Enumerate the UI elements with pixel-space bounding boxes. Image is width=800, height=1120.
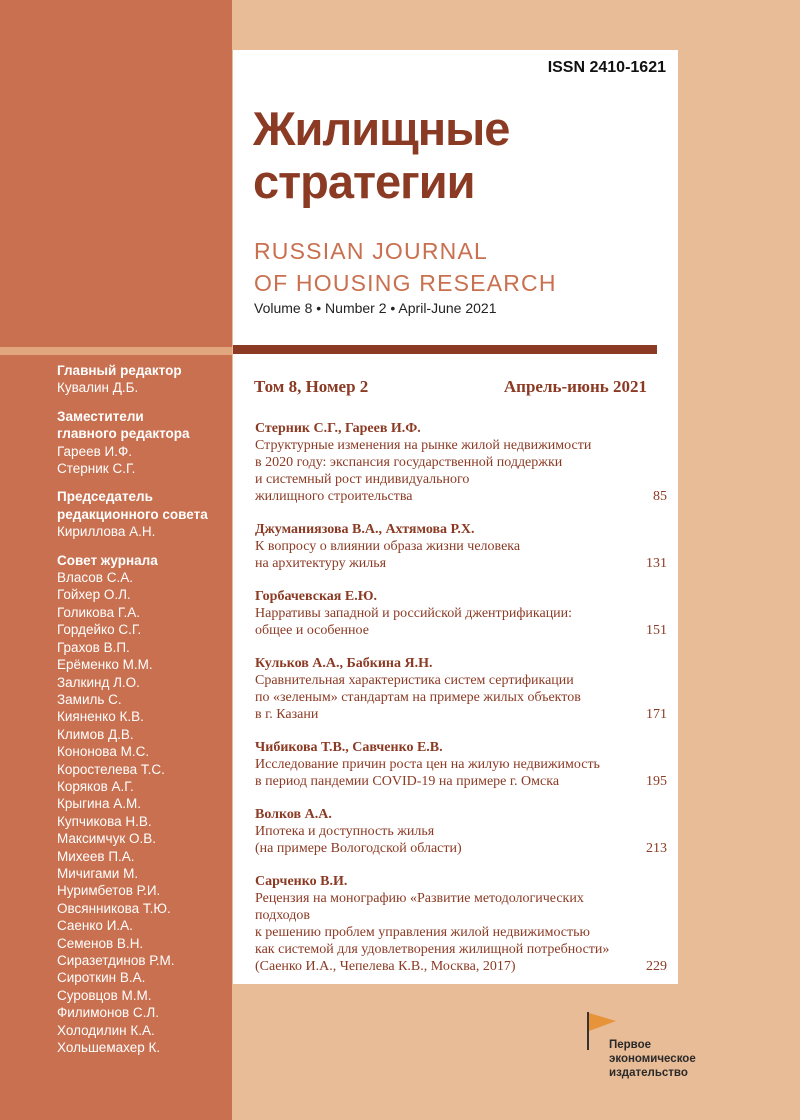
board-council-member: Голикова Г.А. [57, 604, 141, 620]
board-council-member: Власов С.А. [57, 570, 133, 586]
toc-title-line: (Саенко И.А., Чепелева К.В., Москва, 2017) [255, 959, 516, 974]
toc-title-line: Рецензия на монографию «Развитие методологических подходов [255, 891, 584, 923]
board-council-member: Залкинд Л.О. [57, 674, 140, 690]
toc-page-number: 171 [646, 707, 667, 722]
publisher-name-line: издательство [609, 1067, 688, 1079]
toc-entry[interactable] [255, 521, 667, 572]
board-council-member: Крыгина А.М. [57, 796, 142, 812]
toc-authors: Кульков А.А., Бабкина Я.Н. [255, 656, 433, 671]
board-council-member: Коростелева Т.С. [57, 761, 165, 777]
toc-title-line: Исследование причин роста цен на жилую недвижимость [255, 757, 600, 772]
toc-authors: Сарченко В.И. [255, 874, 348, 889]
publisher-name [609, 1038, 696, 1080]
title-rule [233, 345, 657, 354]
journal-subtitle [254, 235, 557, 299]
toc-authors: Джуманиязова В.А., Ахтямова Р.Х. [255, 522, 475, 537]
board-council-member: Хольшемахер К. [57, 1040, 161, 1056]
board-deputy: Стерник С.Г. [57, 461, 136, 477]
toc-title-line: общее и особенное [255, 623, 369, 638]
toc-page-number: 85 [653, 489, 667, 504]
toc-page-number: 151 [646, 623, 667, 638]
board-council-member: Климов Д.В. [57, 726, 134, 742]
toc-title-line: Нарративы западной и российской джентрификации: [255, 606, 573, 621]
board-chair-group [57, 488, 232, 540]
board-council-list [57, 569, 232, 1056]
board-council-member: Кияненко К.В. [57, 709, 144, 725]
board-council-member: Грахов В.П. [57, 639, 130, 655]
toc-authors: Чибикова Т.В., Савченко Е.В. [255, 740, 443, 755]
toc-title-line: на архитектуру жилья [255, 556, 387, 571]
publisher-name-line: экономическое [609, 1053, 696, 1065]
toc-title-line: Структурные изменения на рынке жилой недвижимости [255, 438, 592, 453]
toc-title-line: к решению проблем управления жилой недвижимостью [255, 925, 590, 940]
board-council-member: Гордейко С.Г. [57, 622, 142, 638]
board-council-member: Филимонов С.Л. [57, 1005, 160, 1021]
cover-card [233, 50, 678, 984]
toc-title-line: Ипотека и доступность жилья [255, 824, 435, 839]
board-chair: Кириллова А.Н. [57, 524, 156, 540]
toc-entry[interactable] [255, 806, 667, 857]
board-council-heading: Совет журнала [57, 552, 158, 568]
toc-entry[interactable] [255, 420, 667, 505]
board-editor-heading: Главный редактор [57, 363, 182, 378]
board-council-member: Михеев П.А. [57, 848, 135, 864]
board-chair-heading: Председатель [57, 489, 153, 505]
toc-authors: Стерник С.Г., Гареев И.Ф. [255, 421, 421, 436]
board-council-member: Мичигами М. [57, 865, 139, 881]
toc-entry[interactable] [255, 739, 667, 790]
board-council-member: Гойхер О.Л. [57, 587, 131, 603]
journal-title [253, 102, 509, 208]
board-editor: Кувалин Д.Б. [57, 380, 139, 396]
toc-title-line: К вопросу о влиянии образа жизни человека [255, 539, 521, 554]
board-council-member: Семенов В.Н. [57, 935, 144, 951]
toc-page-number: 131 [646, 556, 667, 571]
toc-title-line: жилищного строительства [255, 489, 413, 504]
board-chair-heading: редакционного совета [57, 506, 208, 522]
board-deputy: Гареев И.Ф. [57, 443, 132, 459]
toc-title-line: Сравнительная характеристика систем сертификации [255, 673, 574, 688]
journal-title-line: Жилищные [253, 102, 510, 155]
toc-title-line: и системный рост индивидуального [255, 472, 470, 487]
board-council-member: Нуримбетов Р.И. [57, 883, 161, 899]
board-council-member: Максимчук О.В. [57, 831, 156, 847]
toc-entry[interactable] [255, 655, 667, 723]
board-council-member: Холодилин К.А. [57, 1022, 155, 1038]
board-council-group [57, 552, 232, 1057]
issue-number: Том 8, Номер 2 [254, 377, 369, 396]
volume-line: Volume 8 • Number 2 • April-June 2021 [254, 300, 497, 316]
toc-authors: Волков А.А. [255, 807, 332, 822]
toc-entry[interactable] [255, 873, 667, 975]
board-council-member: Замиль С. [57, 691, 122, 707]
board-deputies-group [57, 408, 232, 478]
toc-title-line: как системой для удовлетворения жилищной потребности» [255, 942, 610, 957]
board-deputies-heading: Заместители [57, 408, 144, 424]
toc-entry[interactable] [255, 588, 667, 639]
issue-date: Апрель-июнь 2021 [503, 377, 647, 396]
journal-subtitle-line: RUSSIAN JOURNAL [254, 238, 488, 264]
toc-page-number: 195 [646, 774, 667, 789]
board-deputies-heading: главного редактора [57, 426, 190, 442]
board-council-member: Овсянникова Т.Ю. [57, 900, 171, 916]
toc-title-line: в 2020 году: экспансия государственной поддержки [255, 455, 563, 470]
left-stripe [0, 347, 232, 355]
toc-title-line: в г. Казани [255, 707, 319, 722]
issn: ISSN 2410-1621 [547, 59, 666, 76]
board-council-member: Кононова М.С. [57, 744, 150, 760]
toc-title-line: (на примере Вологодской области) [255, 841, 462, 856]
board-council-member: Саенко И.А. [57, 918, 133, 934]
toc-page-number: 213 [646, 841, 667, 856]
table-of-contents [255, 420, 667, 991]
toc-page-number: 229 [646, 959, 667, 974]
board-editor-group [57, 362, 232, 397]
toc-authors: Горбачевская Е.Ю. [255, 589, 377, 604]
toc-title-line: в период пандемии COVID-19 на примере г. Омска [255, 774, 560, 789]
toc-title-line: по «зеленым» стандартам на примере жилых объектов [255, 690, 581, 705]
publisher-name-line: Первое [609, 1039, 652, 1051]
board-council-member: Суровцов М.М. [57, 987, 152, 1003]
board-council-member: Ерёменко М.М. [57, 657, 153, 673]
journal-subtitle-line: OF HOUSING RESEARCH [254, 270, 557, 296]
board-council-member: Купчикова Н.В. [57, 813, 152, 829]
editorial-board [57, 362, 232, 1067]
journal-title-line: стратегии [253, 155, 475, 208]
board-council-member: Сиразетдинов Р.М. [57, 953, 175, 968]
board-council-member: Сироткин В.А. [57, 970, 146, 986]
board-council-member: Коряков А.Г. [57, 778, 134, 794]
